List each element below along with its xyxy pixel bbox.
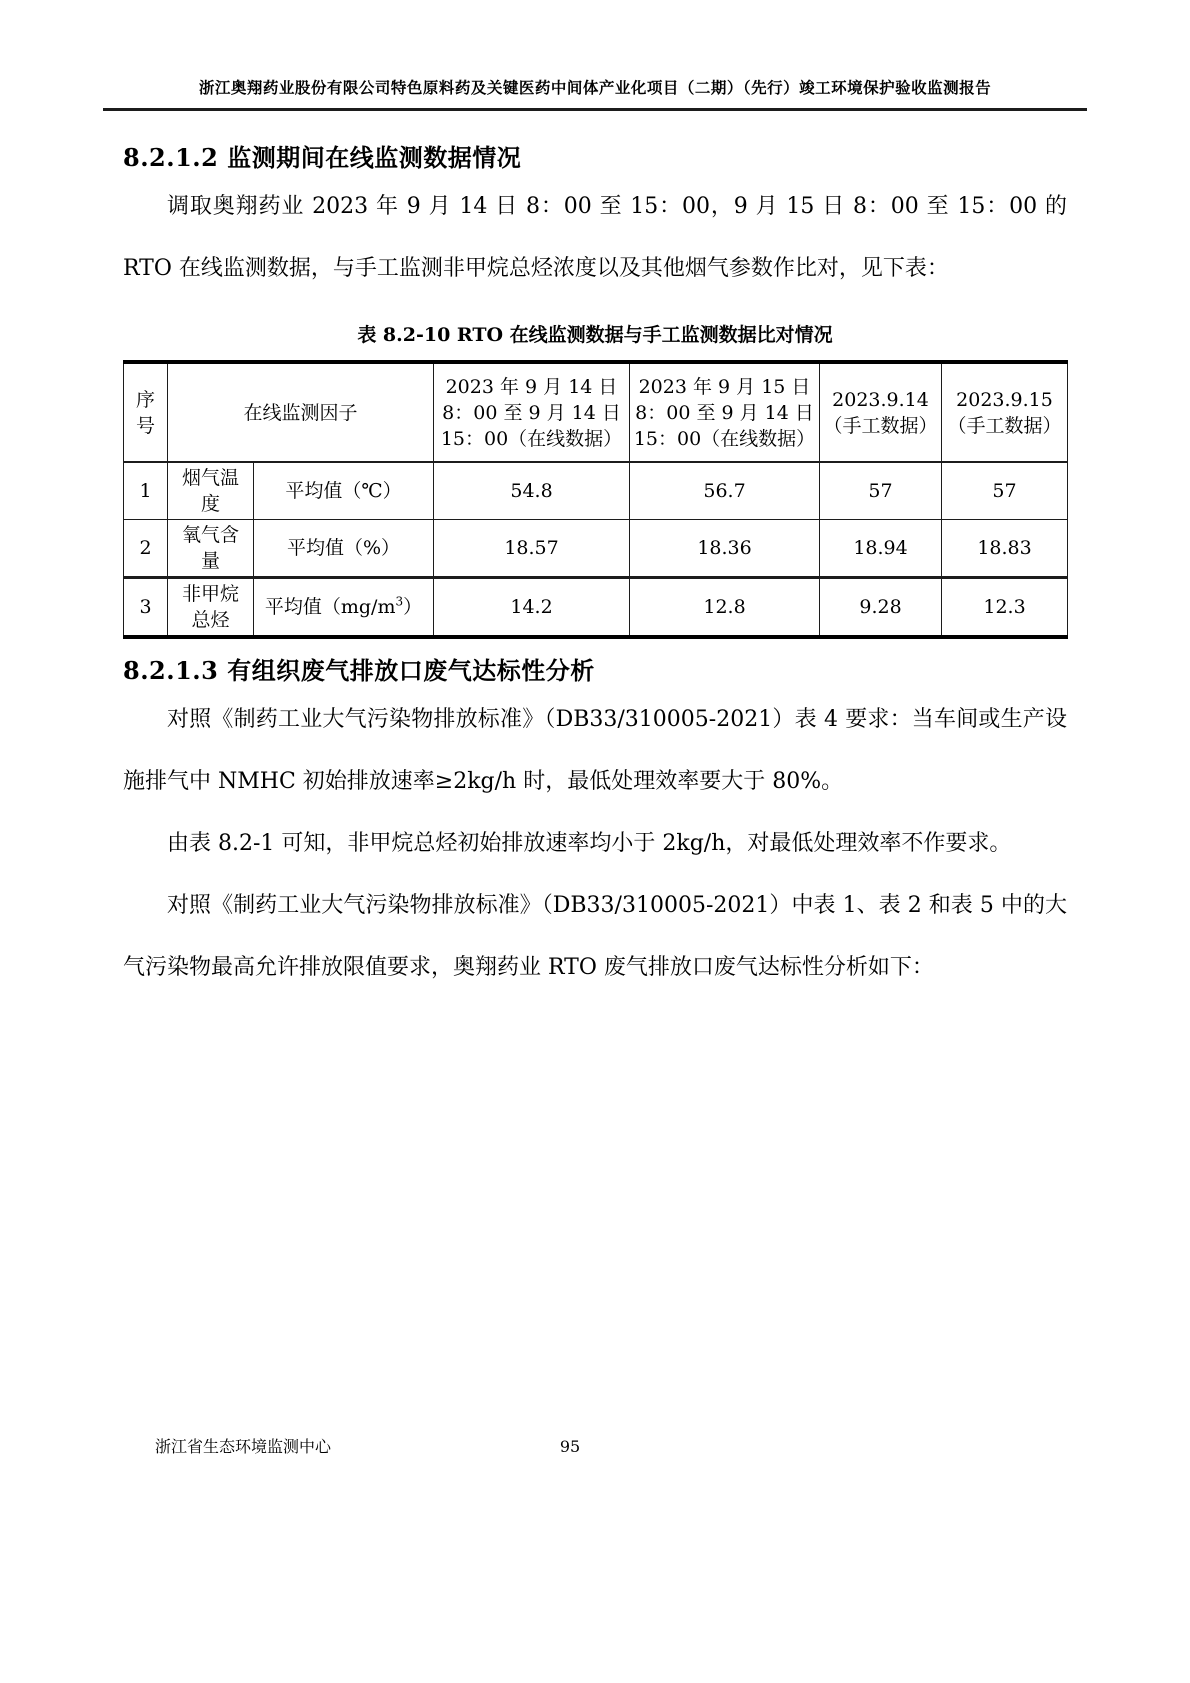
col-header-seq-label: 序号 xyxy=(135,388,155,437)
cell-stat-prefix: 平均值（mg/m xyxy=(264,596,396,618)
col-header-manual-0915: 2023.9.15（手工数据） xyxy=(942,362,1068,462)
cell-online-0915: 56.7 xyxy=(630,462,820,520)
cell-manual-0915: 12.3 xyxy=(942,578,1068,638)
table-row xyxy=(124,578,1068,638)
cell-online-0914: 18.57 xyxy=(434,520,630,578)
paragraph-standard-limits: 对照《制药工业大气污染物排放标准》（DB33/310005-2021）中表 1、表 2 和表 5 中的大气污染物最高允许排放限值要求，奥翔药业 RTO 废气排放口废气达标性分析如下： xyxy=(123,893,1067,980)
running-header-title: 浙江奥翔药业股份有限公司特色原料药及关键医药中间体产业化项目（二期）（先行）竣工环境保护验收监测报告 xyxy=(198,78,992,97)
page-content xyxy=(123,140,1067,999)
cell-online-0914: 54.8 xyxy=(434,462,630,520)
footer-organization: 浙江省生态环境监测中心 xyxy=(155,1437,332,1456)
cell-manual-0915: 18.83 xyxy=(942,520,1068,578)
table-header-row xyxy=(124,362,1068,462)
cell-factor xyxy=(168,520,254,578)
cell-online-0914: 14.2 xyxy=(434,578,630,638)
cell-online-0915: 12.8 xyxy=(630,578,820,638)
cell-stat: 平均值（℃） xyxy=(254,462,434,520)
section-heading-8212: 8.2.1.2 监测期间在线监测数据情况 xyxy=(123,143,522,172)
col-header-factor: 在线监测因子 xyxy=(168,362,434,462)
cell-factor xyxy=(168,578,254,638)
cell-seq: 2 xyxy=(124,520,168,578)
cell-factor-label: 非甲烷总烃 xyxy=(181,583,239,631)
paragraph-table-821: 由表 8.2-1 可知，非甲烷总烃初始排放速率均小于 2kg/h，对最低处理效率不作要求。 xyxy=(167,831,1012,856)
col-header-seq xyxy=(124,362,168,462)
cell-factor xyxy=(168,462,254,520)
cell-factor-label: 氧气含量 xyxy=(181,524,239,572)
col-header-online-0915: 2023 年 9 月 15 日 8：00 至 9 月 14 日 15：00（在线数据） xyxy=(630,362,820,462)
cell-stat-superscript: 3 xyxy=(395,594,404,609)
section-heading-8213: 8.2.1.3 有组织废气排放口废气达标性分析 xyxy=(123,656,595,685)
table-row xyxy=(124,462,1068,520)
cell-manual-0914: 9.28 xyxy=(820,578,942,638)
comparison-table xyxy=(123,360,1068,639)
running-header xyxy=(103,76,1087,111)
cell-seq: 1 xyxy=(124,462,168,520)
table-caption: 表 8.2-10 RTO 在线监测数据与手工监测数据比对情况 xyxy=(357,324,833,346)
cell-manual-0914: 57 xyxy=(820,462,942,520)
cell-stat xyxy=(254,578,434,638)
col-header-manual-0914: 2023.9.14（手工数据） xyxy=(820,362,942,462)
cell-manual-0915: 57 xyxy=(942,462,1068,520)
col-header-online-0914: 2023 年 9 月 14 日 8：00 至 9 月 14 日 15：00（在线数据） xyxy=(434,362,630,462)
paragraph-standard-table4: 对照《制药工业大气污染物排放标准》（DB33/310005-2021）表 4 要求：当车间或生产设施排气中 NMHC 初始排放速率≥2kg/h 时，最低处理效率要大于 80%。 xyxy=(123,707,1067,794)
cell-stat: 平均值（%） xyxy=(254,520,434,578)
table-row xyxy=(124,520,1068,578)
cell-manual-0914: 18.94 xyxy=(820,520,942,578)
paragraph-intro: 调取奥翔药业 2023 年 9 月 14 日 8：00 至 15：00，9 月 15 日 8：00 至 15：00 的 RTO 在线监测数据，与手工监测非甲烷总烃浓度以及其他烟气参数作比对，见下表： xyxy=(123,194,1067,281)
cell-stat-suffix: ） xyxy=(403,596,423,618)
cell-seq: 3 xyxy=(124,578,168,638)
page-number: 95 xyxy=(559,1437,581,1456)
cell-online-0915: 18.36 xyxy=(630,520,820,578)
cell-factor-label: 烟气温度 xyxy=(181,467,239,515)
